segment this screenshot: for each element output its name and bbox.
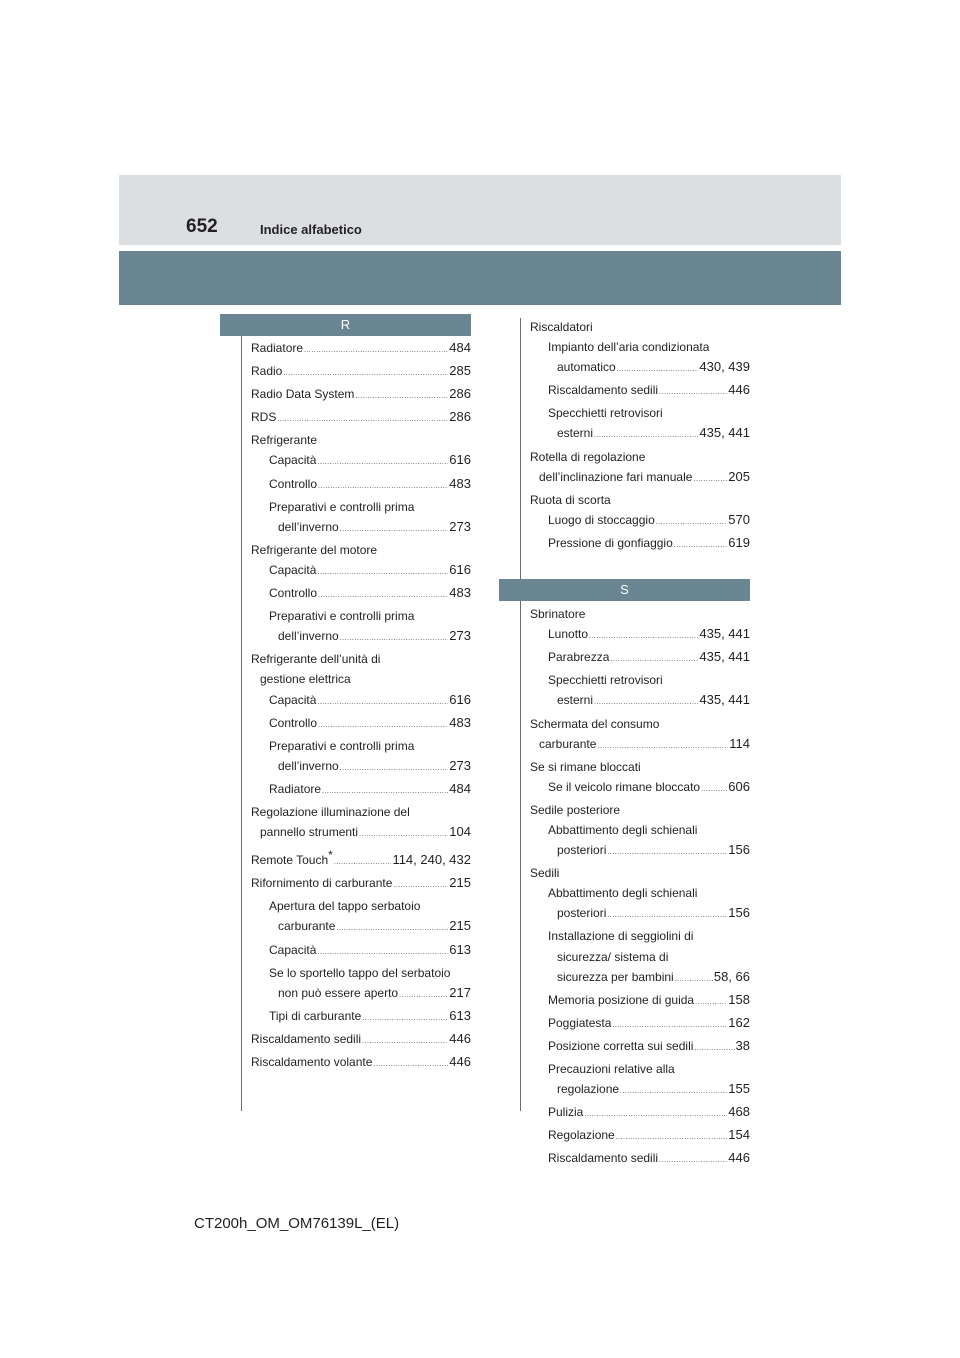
index-subheading: Specchietti retrovisori — [548, 673, 663, 688]
index-entry: sicurezza per bambini ..... 58, 66 — [530, 967, 750, 990]
index-heading: Rotella di regolazione — [530, 449, 646, 464]
index-entry: Parabrezza ..... 435, 441 — [530, 647, 750, 670]
letter-header-s: S — [499, 579, 750, 601]
index-entry: Radiatore ..... 484 — [251, 779, 471, 802]
index-heading: Schermata del consumo — [530, 716, 660, 731]
index-entry: dell’inverno ..... 273 — [251, 756, 471, 779]
index-entry: Radio ..... 285 — [251, 361, 471, 384]
index-heading: Se si rimane bloccati — [530, 759, 641, 774]
index-entry: Posizione corretta sui sedili ..... 38 — [530, 1036, 750, 1059]
index-entry: posteriori ..... 156 — [530, 840, 750, 863]
index-entry: carburante ..... 215 — [251, 916, 471, 939]
index-entry: Radiatore ..... 484 — [251, 338, 471, 361]
index-heading: Sbrinatore — [530, 607, 586, 622]
index-entry: Se il veicolo rimane bloccato ..... 606 — [530, 777, 750, 800]
index-entry: regolazione ..... 155 — [530, 1079, 750, 1102]
index-entry: Riscaldamento sedili ..... 446 — [530, 1148, 750, 1171]
index-entry: Pulizia ..... 468 — [530, 1102, 750, 1125]
index-subheading: Installazione di seggiolini di — [548, 929, 694, 944]
index-entry: Remote Touch* ..... 114, 240, 432 — [251, 845, 471, 873]
index-heading: Refrigerante del motore — [251, 542, 378, 557]
footer-document-code: CT200h_OM_OM76139L_(EL) — [194, 1215, 400, 1232]
index-entry: Tipi di carburante ..... 613 — [251, 1006, 471, 1029]
index-subheading: Abbattimento degli schienali — [548, 886, 698, 901]
index-subheading: Preparativi e controlli prima — [269, 609, 415, 624]
index-heading: Sedili — [530, 866, 560, 881]
index-entry: Capacità ..... 616 — [251, 560, 471, 583]
index-entry: Capacità ..... 616 — [251, 690, 471, 713]
index-entry: Pressione di gonfiaggio ..... 619 — [530, 533, 750, 556]
index-heading: Riscaldatori — [530, 320, 593, 334]
index-subheading: Precauzioni relative alla — [548, 1062, 675, 1076]
index-subheading: Apertura del tappo serbatoio — [269, 899, 421, 914]
header-band — [119, 175, 841, 245]
index-heading-continued: gestione elettrica — [260, 672, 351, 687]
index-entry: Memoria posizione di guida ..... 158 — [530, 990, 750, 1013]
index-entry: Rifornimento di carburante ..... 215 — [251, 873, 471, 896]
index-entry: Regolazione ..... 154 — [530, 1125, 750, 1148]
header-dark-band — [119, 251, 841, 305]
index-entry: Capacità ..... 613 — [251, 940, 471, 963]
index-subheading: Preparativi e controlli prima — [269, 499, 415, 514]
index-entry: Riscaldamento sedili ..... 446 — [530, 380, 750, 403]
section-title: Indice alfabetico — [260, 222, 362, 237]
index-entry: Controllo ..... 483 — [251, 474, 471, 497]
index-subheading: Impianto dell’aria condizionata — [548, 340, 710, 355]
index-entry: dell’inverno ..... 273 — [251, 517, 471, 540]
index-subheading: Abbattimento degli schienali — [548, 822, 698, 837]
index-subheading: Preparativi e controlli prima — [269, 738, 415, 753]
index-entry: Lunotto ..... 435, 441 — [530, 624, 750, 647]
index-heading: Refrigerante — [251, 433, 318, 448]
index-entry: Poggiatesta ..... 162 — [530, 1013, 750, 1036]
index-entry: Radio Data System ..... 286 — [251, 384, 471, 407]
index-heading: Refrigerante dell’unità di — [251, 652, 381, 667]
footnote-asterisk: * — [328, 848, 333, 863]
index-entry: Riscaldamento volante ..... 446 — [251, 1052, 471, 1075]
index-entry: Capacità ..... 616 — [251, 450, 471, 473]
index-entry: automatico ..... 430, 439 — [530, 357, 750, 380]
index-entry: Riscaldamento sedili ..... 446 — [251, 1029, 471, 1052]
index-entry: Luogo di stoccaggio ..... 570 — [530, 510, 750, 533]
index-entry: esterni ..... 435, 441 — [530, 690, 750, 713]
index-entry: carburante ..... 114 — [530, 734, 750, 757]
index-entry: Controllo ..... 483 — [251, 583, 471, 606]
letter-header-r: R — [220, 314, 471, 336]
index-entry: pannello strumenti ..... 104 — [251, 822, 471, 845]
index-heading: Ruota di scorta — [530, 492, 611, 507]
index-entry: non può essere aperto ..... 217 — [251, 983, 471, 1006]
index-column-left — [251, 314, 471, 1075]
page-number: 652 — [186, 216, 218, 237]
index-subheading: Specchietti retrovisori — [548, 406, 663, 421]
index-column-right — [530, 317, 750, 1171]
index-heading: Regolazione illuminazione del — [251, 804, 410, 819]
index-entry: RDS ..... 286 — [251, 407, 471, 430]
index-entry: dell’inverno ..... 273 — [251, 626, 471, 649]
index-subheading-continued: sicurezza/ sistema di — [557, 949, 669, 964]
index-subheading: Se lo sportello tappo del serbatoio — [269, 965, 451, 980]
right-column-rule — [520, 318, 521, 1111]
index-entry: Controllo ..... 483 — [251, 713, 471, 736]
index-entry: esterni ..... 435, 441 — [530, 423, 750, 446]
index-heading: Sedile posteriore — [530, 802, 621, 817]
index-entry: dell’inclinazione fari manuale ..... 205 — [530, 467, 750, 490]
index-entry: posteriori ..... 156 — [530, 903, 750, 926]
left-column-rule — [241, 336, 242, 1111]
